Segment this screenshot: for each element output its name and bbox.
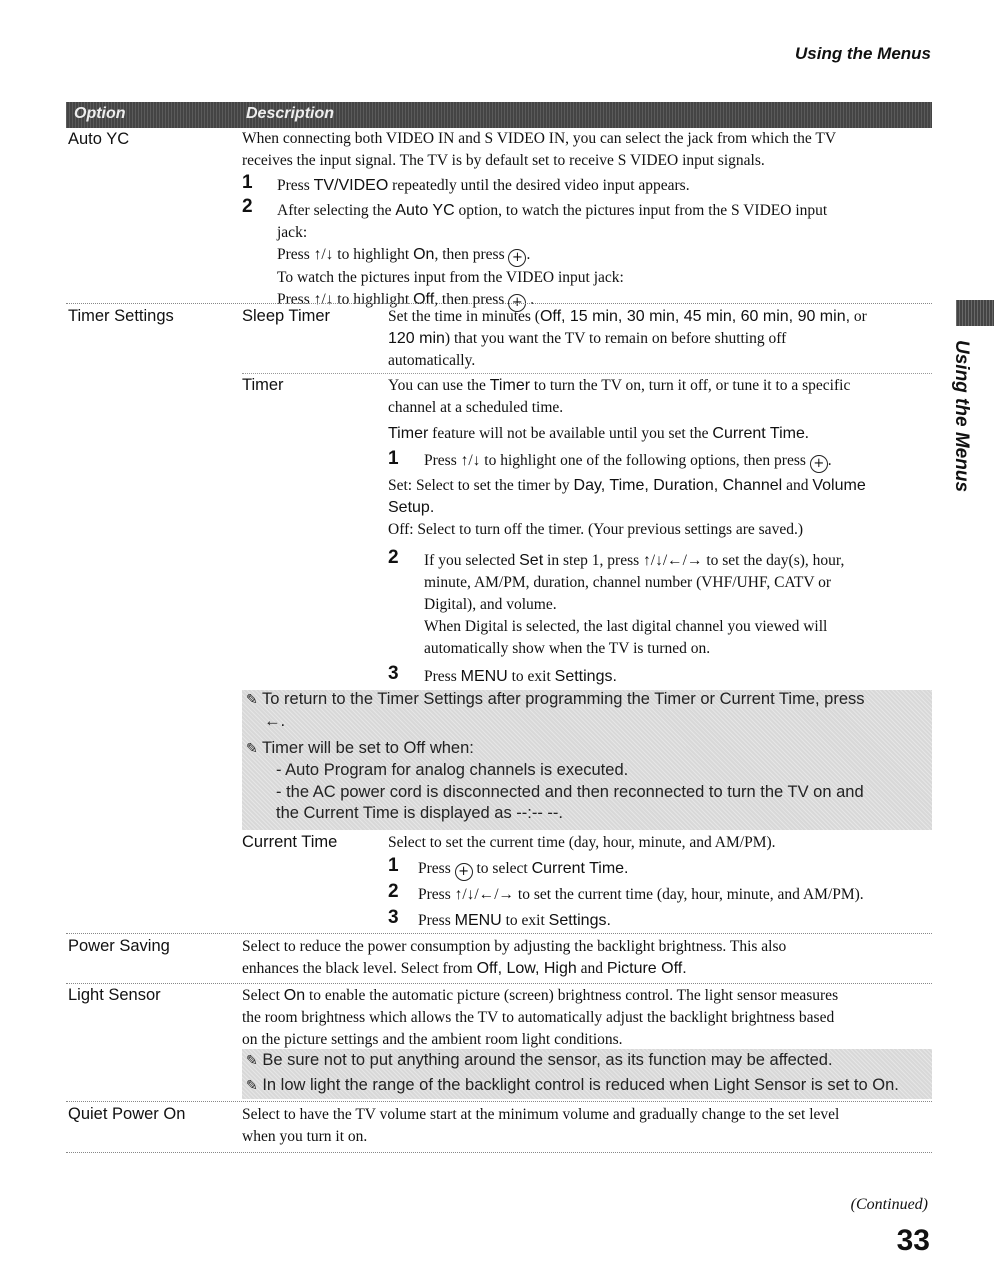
page-header-title: Using the Menus [794,44,931,63]
note-line: ✎ Timer will be set to Off when: [246,739,474,757]
option-column-header: Option [74,105,126,122]
timer-notes-box [242,690,932,830]
step-number: 2 [388,881,399,902]
step-number: 1 [388,448,399,469]
page-number: 33 [896,1224,930,1257]
note-icon: ✎ [246,1053,258,1069]
description-column-header: Description [246,105,335,122]
current-time-step-3: Press MENU to exit Settings. [418,912,611,929]
row-divider [66,933,932,934]
note-line: ✎ In low light the range of the backlight control is reduced when Light Sensor is set to On. [246,1076,899,1094]
note-line: ✎ To return to the Timer Settings after programming the Timer or Current Time, press [246,690,865,708]
note-line: ✎ Be sure not to put anything around the sensor, as its function may be affected. [246,1051,833,1069]
enter-button-icon: + [508,294,526,312]
note-icon: ✎ [246,1078,258,1094]
note-icon: ✎ [246,692,258,708]
note-line: ←. [264,712,286,730]
option-auto-yc: Auto YC [68,130,130,148]
timer-options: Set: Select to set the timer by Day, Time, Duration, Channel and Volume Setup. Off: Select to turn off the timer. (Your previous settings are saved.) [388,477,866,538]
auto-yc-step-2: After selecting the Auto YC option, to watch the pictures input from the S VIDEO input jack: Press ↑/↓ to highlight On, then press + . To watch the pictures input from the VIDEO input jack: Press ↑/↓ to highlight Off, then press + . [277,202,828,310]
row-divider [66,303,932,304]
current-time-description: Select to set the current time (day, hour, minute, and AM/PM). [388,834,776,851]
power-saving-description: Select to reduce the power consumption by adjusting the backlight brightness. This also enhances the black level. Select from Off, Low, High and Picture Off. [242,938,787,977]
option-light-sensor: Light Sensor [68,986,161,1004]
row-divider [66,1101,932,1102]
step-number: 3 [388,663,399,684]
option-timer-settings: Timer Settings [68,307,174,325]
sleep-timer-description: Set the time in minutes (Off, 15 min, 30 min, 45 min, 60 min, 90 min, or 120 min) that you want the TV to remain on before shutting off automatically. [388,308,867,369]
enter-button-icon: + [508,249,526,267]
side-tab-label: Using the Menus [951,340,972,493]
enter-button-icon: + [810,455,828,473]
current-time-step-1: Press + to select Current Time. [418,860,629,879]
light-sensor-description: Select On to enable the automatic picture (screen) brightness control. The light sensor measures the room brightness which allows the TV to automatically adjust the backlight brightness based on the picture settings and the ambient room light conditions. [242,987,839,1048]
option-power-saving: Power Saving [68,937,170,955]
option-quiet-power-on: Quiet Power On [68,1105,186,1123]
timer-step-1: Press ↑/↓ to highlight one of the following options, then press + . [424,452,832,471]
row-divider [66,983,932,984]
note-line: - Auto Program for analog channels is executed. [276,761,629,779]
note-icon: ✎ [246,741,258,757]
note-line: the Current Time is displayed as --:-- --. [276,804,563,822]
auto-yc-description: When connecting both VIDEO IN and S VIDEO IN, you can select the jack from which the TV receives the input signal. The TV is by default set to receive S VIDEO input signals. [242,130,837,169]
row-divider [66,1152,932,1153]
timer-step-2: If you selected Set in step 1, press ↑/↓/←/→ to set the day(s), hour, minute, AM/PM, duration, channel number (VHF/UHF, CATV or Digital), and volume. When Digital is selected, the last digital channel you viewed will automatically show when the TV is turned on. [424,552,845,657]
step-number: 1 [242,172,253,193]
step-number: 3 [388,907,399,928]
continued-label: (Continued) [850,1196,928,1213]
step-number: 2 [388,547,399,568]
step-number: 1 [388,855,399,876]
enter-button-icon: + [455,863,473,881]
sub-row-divider [242,373,932,374]
auto-yc-step-1: Press TV/VIDEO repeatedly until the desired video input appears. [277,177,690,194]
step-number: 2 [242,196,253,217]
timer-step-3: Press MENU to exit Settings. [424,668,617,685]
light-sensor-notes-box [242,1049,932,1099]
note-line: - the AC power cord is disconnected and then reconnected to turn the TV on and [276,783,864,801]
quiet-power-on-description: Select to have the TV volume start at the minimum volume and gradually change to the set level when you turn it on. [242,1106,840,1145]
current-time-step-2: Press ↑/↓/←/→ to set the current time (day, hour, minute, and AM/PM). [418,886,864,903]
sub-option-sleep-timer: Sleep Timer [242,307,331,325]
table-header [66,102,932,128]
timer-description: You can use the Timer to turn the TV on, turn it off, or tune it to a specific channel at a scheduled time. Timer feature will not be available until you set the Current Time. [388,377,851,442]
sub-option-timer: Timer [242,376,284,394]
side-tab-marker [956,300,994,326]
sub-option-current-time: Current Time [242,833,338,851]
